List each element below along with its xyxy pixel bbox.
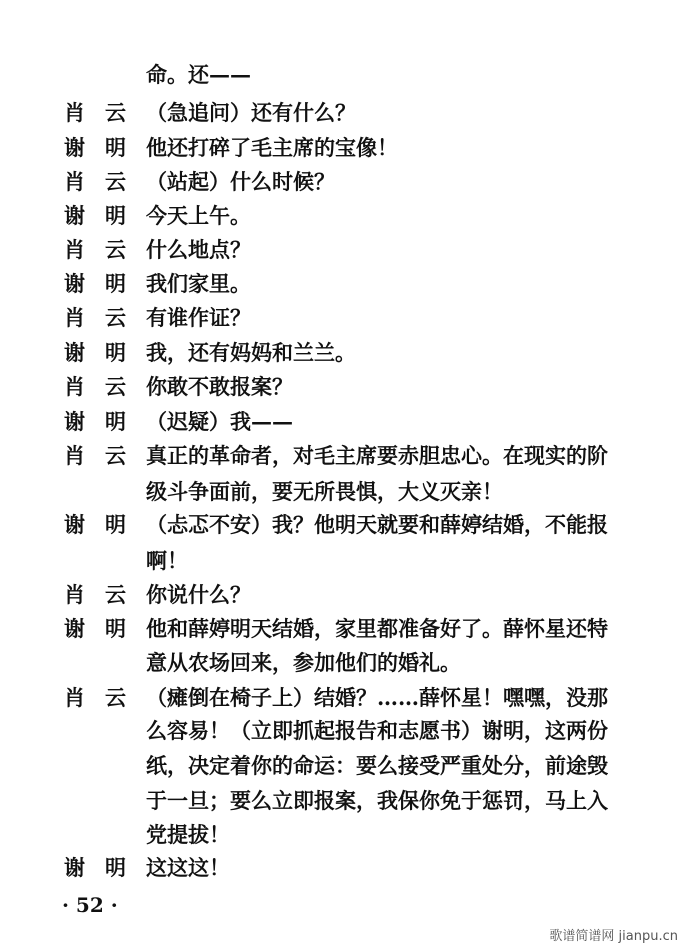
speaker-name: 肖云 <box>64 169 146 194</box>
script-line <box>0 508 690 542</box>
speaker-name: 肖云 <box>64 374 146 399</box>
dialogue-text: 今天上午。 <box>146 203 251 228</box>
speaker-name: 谢明 <box>64 409 146 434</box>
dialogue-text: 他和薛婷明天结婚，家里都准备好了。薛怀星还特 <box>146 616 608 641</box>
script-line <box>0 851 690 885</box>
dialogue-text: （瘫倒在椅子上）结婚？……薛怀星！嘿嘿，没那 <box>146 685 608 710</box>
dialogue-text: 什么地点？ <box>146 237 251 262</box>
page-number: · 52 · <box>62 893 118 917</box>
dialogue-text: 我们家里。 <box>146 271 251 296</box>
speaker-name: 谢明 <box>64 135 146 160</box>
dialogue-text: 这这这！ <box>146 855 230 880</box>
dialogue-text: 纸，决定着你的命运：要么接受严重处分，前途毁 <box>146 753 608 778</box>
dialogue-text: 于一旦；要么立即报案，我保你免于惩罚，马上入 <box>146 788 608 813</box>
script-line <box>0 267 690 301</box>
script-line <box>0 301 690 335</box>
script-line <box>0 370 690 404</box>
dialogue-text: （迟疑）我—— <box>146 409 293 434</box>
speaker-name: 谢明 <box>64 203 146 228</box>
script-line <box>0 199 690 233</box>
script-line <box>0 439 690 473</box>
speaker-name: 谢明 <box>64 340 146 365</box>
dialogue-text: （急追问）还有什么？ <box>146 100 356 125</box>
script-line <box>0 475 690 509</box>
dialogue-text: 我，还有妈妈和兰兰。 <box>146 340 356 365</box>
speaker-name: 肖云 <box>64 582 146 607</box>
script-line <box>0 336 690 370</box>
dialogue-text: 命。还—— <box>146 62 251 87</box>
script-line <box>0 612 690 646</box>
dialogue-text: （站起）什么时候？ <box>146 169 335 194</box>
dialogue-text: 你说什么？ <box>146 582 251 607</box>
dialogue-text: 有谁作证？ <box>146 305 251 330</box>
script-line <box>0 544 690 578</box>
script-line <box>0 131 690 165</box>
script-line <box>0 233 690 267</box>
speaker-name: 谢明 <box>64 271 146 296</box>
script-line <box>0 165 690 199</box>
speaker-name: 肖云 <box>64 237 146 262</box>
site-watermark: 歌谱简谱网 jianpu.cn <box>549 929 678 944</box>
dialogue-text: 你敢不敢报案？ <box>146 374 293 399</box>
script-line <box>0 96 690 130</box>
speaker-name: 谢明 <box>64 855 146 880</box>
speaker-name: 肖云 <box>64 685 146 710</box>
dialogue-text: 级斗争面前，要无所畏惧，大义灭亲！ <box>146 479 503 504</box>
speaker-name: 肖云 <box>64 305 146 330</box>
script-line <box>0 784 690 818</box>
dialogue-text: 党提拔！ <box>146 822 230 847</box>
speaker-name: 肖云 <box>64 443 146 468</box>
dialogue-text: 真正的革命者，对毛主席要赤胆忠心。在现实的阶 <box>146 443 608 468</box>
script-line <box>0 818 690 852</box>
dialogue-text: （忐忑不安）我？他明天就要和薛婷结婚，不能报 <box>146 512 608 537</box>
dialogue-text: 么容易！（立即抓起报告和志愿书）谢明，这两份 <box>146 718 608 743</box>
script-line <box>0 714 690 748</box>
dialogue-text: 他还打碎了毛主席的宝像！ <box>146 135 398 160</box>
script-line <box>0 578 690 612</box>
speaker-name: 肖云 <box>64 100 146 125</box>
script-line <box>0 681 690 715</box>
script-line <box>0 405 690 439</box>
speaker-name: 谢明 <box>64 616 146 641</box>
dialogue-text: 啊！ <box>146 548 188 573</box>
speaker-name: 谢明 <box>64 512 146 537</box>
script-line <box>0 58 690 92</box>
script-line <box>0 749 690 783</box>
dialogue-text: 意从农场回来，参加他们的婚礼。 <box>146 650 461 675</box>
script-line <box>0 646 690 680</box>
